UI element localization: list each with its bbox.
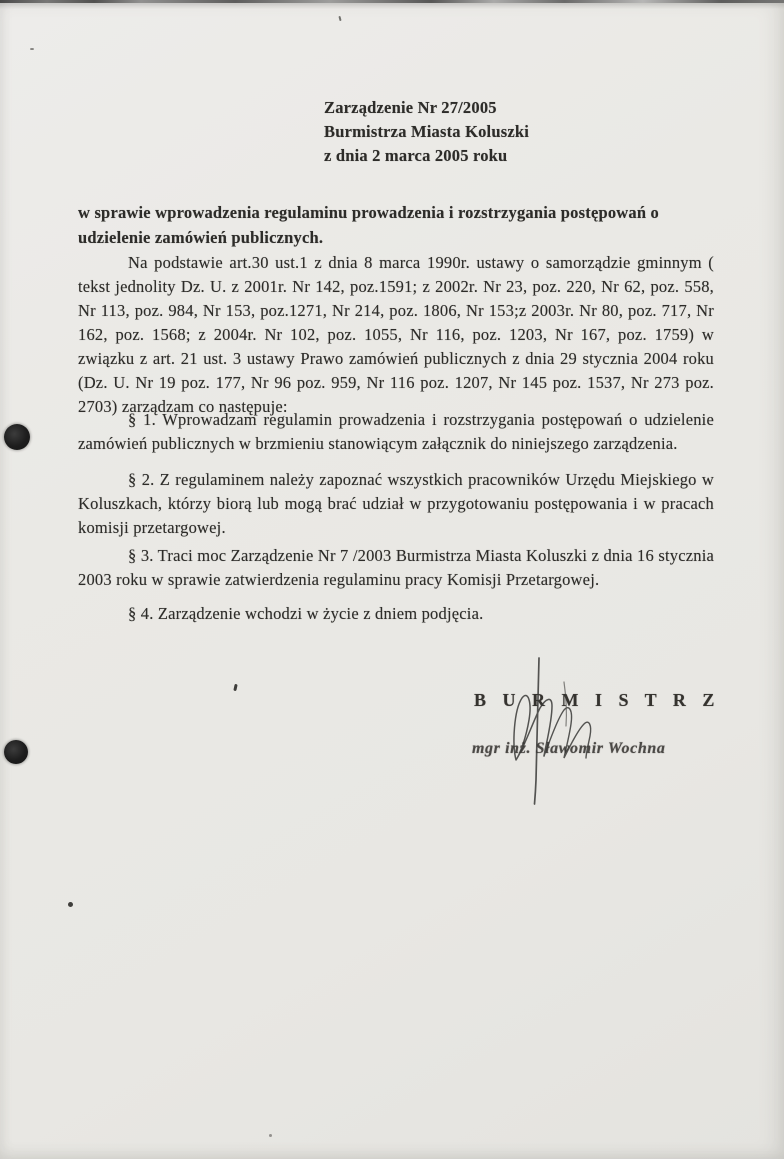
document-title: Zarządzenie Nr 27/2005 <box>324 98 497 117</box>
document-issuer: Burmistrza Miasta Koluszki <box>324 122 530 141</box>
section-paragraph-3: § 3. Traci moc Zarządzenie Nr 7 /2003 Burmistrza Miasta Koluszki z dnia 16 stycznia 2003 roku w sprawie zatwierdzenia regulaminu pracy Komisji Przetargowej. <box>78 546 714 589</box>
signature-title: B U R M I S T R Z <box>474 690 721 710</box>
hole-punch-top <box>4 424 30 450</box>
ink-speck <box>30 48 34 50</box>
document-subject: w sprawie wprowadzenia regulaminu prowadzenia i rozstrzygania postępowań o udzielenie zamówień publicznych. <box>78 203 660 247</box>
hole-punch-bottom <box>4 740 28 764</box>
section-paragraph-4: § 4. Zarządzenie wchodzi w życie z dniem podjęcia. <box>128 604 484 623</box>
ink-speck <box>233 684 237 691</box>
ink-speck <box>269 1134 272 1137</box>
document-date: z dnia 2 marca 2005 roku <box>324 146 508 165</box>
handwritten-signature <box>468 652 648 812</box>
section-paragraph-2: § 2. Z regulaminem należy zapoznać wszystkich pracowników Urzędu Miejskiego w Koluszkach, którzy biorą lub mogą brać udział w przygotowaniu postępowania i w pracach komisji przetargowej. <box>78 470 714 537</box>
section-paragraph-1: § 1. Wprowadzam regulamin prowadzenia i rozstrzygania postępowań o udzielenie zamówień publicznych w brzmieniu stanowiącym załącznik do niniejszego zarządzenia. <box>78 410 714 453</box>
scan-edge-artifact <box>0 0 784 3</box>
document-header <box>324 96 584 168</box>
ink-speck <box>338 16 341 21</box>
legal-preamble-paragraph: Na podstawie art.30 ust.1 z dnia 8 marca 1990r. ustawy o samorządzie gminnym ( tekst jednolity Dz. U. z 2001r. Nr 142, poz.1591; z 2002r. Nr 23, poz. 220, Nr 62, poz. 558, Nr 113, poz. 984, Nr 153, poz.1271, Nr 214, poz. 1806, Nr 153;z 2003r. Nr 80, poz. 717, Nr 162, poz. 1568; z 2004r. Nr 102, poz. 1055, Nr 116, poz. 1203, Nr 167, poz. 1759) w związku z art. 21 ust. 3 ustawy Prawo zamówień publicznych z dnia 29 stycznia 2004 roku (Dz. U. Nr 19 poz. 177, Nr 96 poz. 959, Nr 116 poz. 1207, Nr 145 poz. 1537, Nr 273 poz. 2703) zarządzam co następuje: <box>78 253 714 416</box>
ink-speck <box>68 902 73 907</box>
signatory-name: mgr inż. Sławomir Wochna <box>472 740 666 757</box>
